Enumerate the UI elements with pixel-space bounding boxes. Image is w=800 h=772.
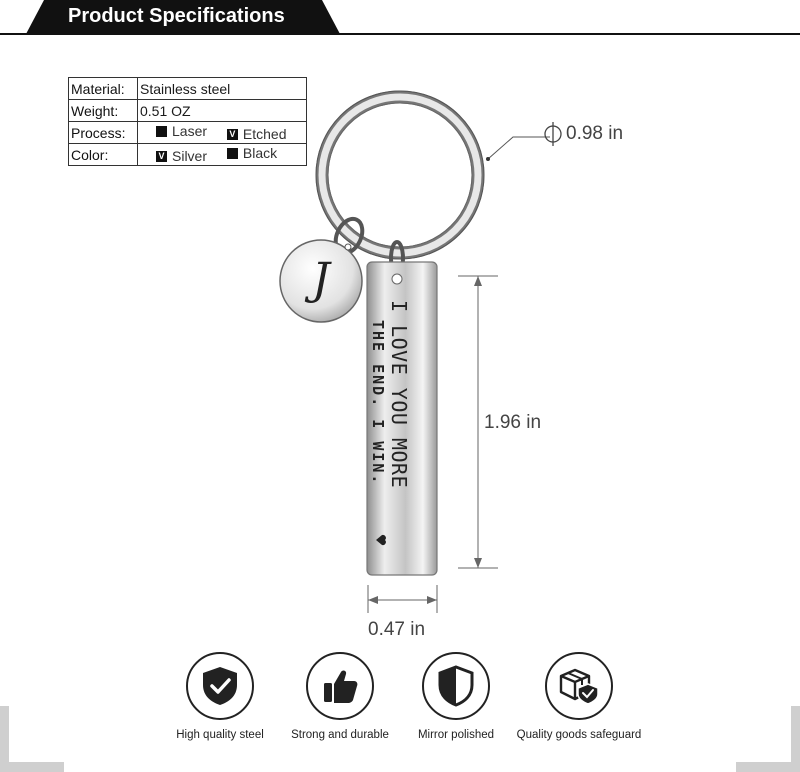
corner-decoration-right — [736, 762, 800, 772]
option-label: Laser — [172, 123, 208, 139]
feature-high-quality-steel — [150, 652, 290, 741]
spec-key: Process: — [69, 122, 138, 144]
corner-decoration-left — [0, 762, 64, 772]
feature-label: Quality goods safeguard — [516, 729, 642, 741]
ring-diameter-label: 0.98 in — [566, 123, 624, 144]
half-shield-icon — [422, 652, 490, 720]
option-label: Black — [242, 145, 278, 161]
box-shield-icon — [545, 652, 613, 720]
spec-key: Color: — [69, 144, 138, 166]
spec-key: Weight: — [69, 100, 138, 122]
feature-quality-goods-safeguard — [509, 652, 649, 741]
feature-label: High quality steel — [176, 729, 264, 741]
feature-label: Strong and durable — [291, 729, 389, 741]
charm-letter: J — [312, 254, 330, 305]
feature-label: Mirror polished — [417, 729, 495, 741]
width-label: 0.47 in — [368, 619, 426, 640]
tag-line-1: I LOVE YOU MORE — [387, 300, 411, 489]
spec-value: Stainless steel — [138, 78, 307, 100]
height-label: 1.96 in — [484, 412, 542, 433]
feature-mirror-polished — [386, 652, 526, 741]
spec-key: Material: — [69, 78, 138, 100]
feature-row — [0, 652, 800, 742]
tag-line-2: THE END. I WIN. — [369, 320, 387, 486]
shield-check-icon — [186, 652, 254, 720]
ring-leader-line — [488, 137, 550, 159]
option-label: Etched — [242, 126, 287, 142]
checked-box-icon: V — [227, 129, 238, 140]
spec-value: 0.51 OZ — [138, 100, 307, 122]
checked-box-icon: V — [156, 151, 167, 162]
page-title: Product Specifications — [68, 5, 285, 27]
option-label: Silver — [172, 148, 208, 164]
thumbs-up-icon — [306, 652, 374, 720]
